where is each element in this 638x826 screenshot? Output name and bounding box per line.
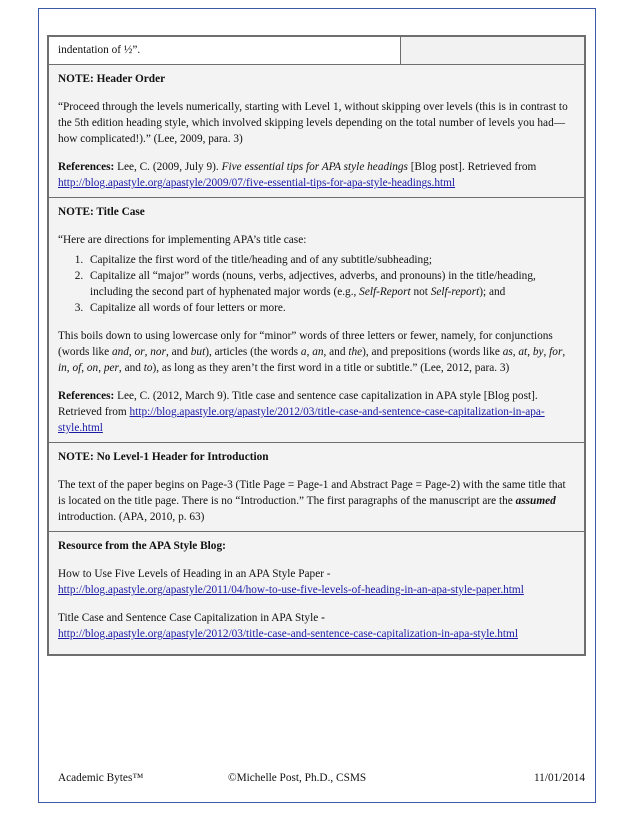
example-word: per <box>103 362 119 374</box>
note-body <box>58 477 575 525</box>
note-title-case <box>49 197 584 442</box>
example-word: an <box>312 346 324 358</box>
example-word: to <box>143 362 153 374</box>
resource-section <box>49 531 584 654</box>
page-footer <box>58 770 585 786</box>
example-word: and <box>111 346 129 358</box>
note-reference <box>58 388 575 436</box>
resource-link[interactable]: http://blog.apastyle.org/apastyle/2012/03/title-case-and-sentence-case-capitalization-in-apa-style.html <box>58 628 518 640</box>
resource-dash: - <box>321 612 325 624</box>
emphasis-word: assumed <box>515 495 556 507</box>
reference-title: Five essential tips for APA style headings <box>221 161 408 173</box>
footer-right: 11/01/2014 <box>533 772 585 784</box>
reference-label: References: <box>58 390 115 402</box>
example-word: a <box>300 346 307 358</box>
body-text: This boils down to using lowercase only for “minor” words of three letters or fewer, namely, for conjunctions (words like <box>58 330 553 358</box>
example-word: on <box>86 362 99 374</box>
note-quote: “Proceed through the levels numerically, starting with Level 1, without skipping over levels (this is in contrast to the 5th edition heading style, which involved skipping levels depending on the total number of levels you had—how complicated!).” (Lee, 2009, para. 3) <box>58 101 568 145</box>
example-word: but <box>190 346 206 358</box>
note-intro: “Here are directions for implementing APA’s title case: <box>58 234 307 246</box>
reference-link[interactable]: http://blog.apastyle.org/apastyle/2012/03/title-case-and-sentence-case-capitalization-in-apa-style.html <box>58 406 545 434</box>
note-title: NOTE: No Level-1 Header for Introduction <box>58 451 269 463</box>
list-text: ); and <box>479 286 506 298</box>
reference-label: References: <box>58 161 115 173</box>
example-word: in <box>58 362 67 374</box>
body-text: The text of the paper begins on Page-3 (Title Page = Page-1 and Abstract Page = Page-2) with the same title that is located on the title page. There is no “Introduction.” The first paragraphs of the manuscript are the <box>58 479 566 507</box>
example-word: for <box>549 346 563 358</box>
example-word: or <box>134 346 145 358</box>
note-header-order <box>49 64 584 197</box>
body-text: introduction. (APA, 2010, p. 63) <box>58 511 205 523</box>
footer-center: ©Michelle Post, Ph.D., CSMS <box>228 772 367 784</box>
empty-cell <box>401 37 584 64</box>
reference-link[interactable]: http://blog.apastyle.org/apastyle/2009/07/five-essential-tips-for-apa-style-headings.html <box>58 177 456 189</box>
reference-text: Lee, C. (2009, July 9). <box>114 161 222 173</box>
resource-title: Resource from the APA Style Blog: <box>58 540 226 552</box>
example-word: as <box>502 346 513 358</box>
table-row-continuation <box>49 37 584 64</box>
footer-left: Academic Bytes™ <box>58 772 144 784</box>
reference-after: [Blog post]. Retrieved from <box>407 161 537 173</box>
example-word: by <box>532 346 544 358</box>
notes-table <box>47 35 586 656</box>
note-no-level1-header <box>49 442 584 531</box>
body-text: ), and prepositions (words like <box>362 346 503 358</box>
resource-label: How to Use Five Levels of Heading in an APA Style Paper - <box>58 568 331 580</box>
example-word: the <box>348 346 363 358</box>
resource-label <box>58 610 575 626</box>
list-text: Capitalize all “major” words (nouns, verbs, adjectives, adverbs, and pronouns) in the title/heading, including the second part of hyphenated major words (e.g., <box>90 270 536 298</box>
continuation-cell: indentation of ½”. <box>49 37 401 64</box>
rules-list <box>58 252 575 316</box>
list-item: 1. Capitalize the first word of the title/heading and of any subtitle/subheading; <box>86 252 575 268</box>
body-text: ), articles (the words <box>205 346 301 358</box>
resource-label-text: Title Case and Sentence Case Capitalization in APA Style <box>58 612 322 624</box>
resource-link[interactable]: http://blog.apastyle.org/apastyle/2011/04/how-to-use-five-levels-of-heading-in-an-apa-style-paper.html <box>58 584 524 596</box>
body-text: ), as long as they aren’t the first word in a title or subtitle.” (Lee, 2012, para. 3) <box>152 362 510 374</box>
note-title: NOTE: Title Case <box>58 206 145 218</box>
example-word: of <box>72 362 82 374</box>
list-text: not <box>410 286 431 298</box>
note-body: This boils down to using lowercase only for “minor” words of three letters or fewer, namely, for conjunctions (words like and, or, nor, and but), articles (the words a, an, and the), and prepositions (words like as, at, by, for, in, of, on, per, and to), as long as they aren’t the first word in a title or subtitle.” (Lee, 2012, para. 3) <box>58 330 566 374</box>
reference-text: Lee, C. (2012, March 9). Title case and sentence case capitalization in APA style [Blog post]. Retrieved from <box>58 390 538 418</box>
note-reference <box>58 159 575 191</box>
list-example: Self-Report <box>359 286 411 298</box>
list-item <box>86 268 575 300</box>
example-word: at <box>518 346 528 358</box>
note-title: NOTE: Header Order <box>58 73 166 85</box>
list-example: Self-report <box>430 286 480 298</box>
example-word: nor <box>150 346 166 358</box>
list-item: 3. Capitalize all words of four letters or more. <box>86 300 575 316</box>
